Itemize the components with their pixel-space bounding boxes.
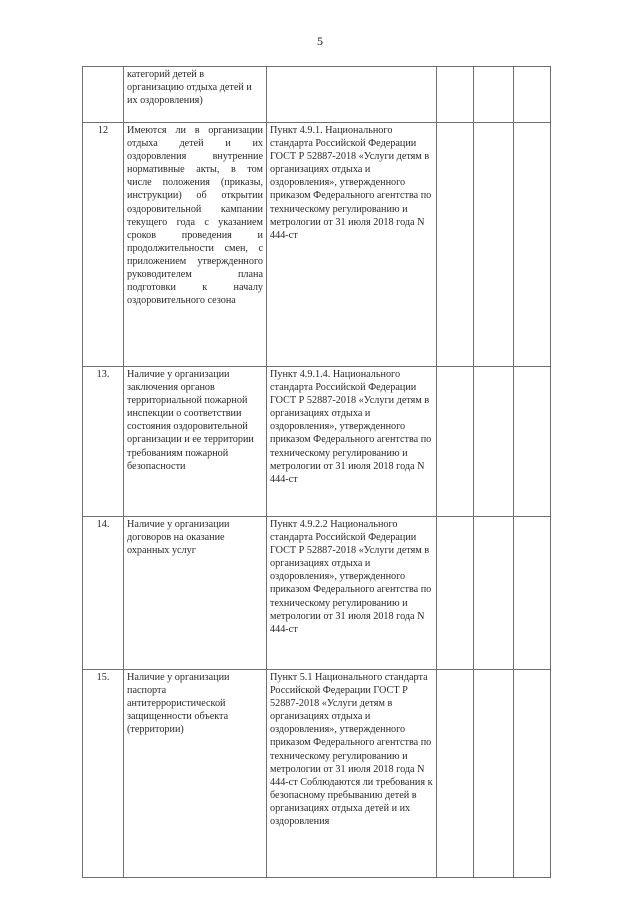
answer-cell-yes (437, 517, 474, 670)
legal-basis-cell: Пункт 4.9.2.2 Национального стандарта Российской Федерации ГОСТ Р 52887-2018 «Услуги детям в организациях отдыха и оздоровления», утвержденного приказом Федерального агентства по техническому регулированию и метрологии от 31 июля 2018 года N 444-ст (267, 517, 437, 670)
legal-basis-cell: Пункт 4.9.1.4. Национального стандарта Российской Федерации ГОСТ Р 52887-2018 «Услуги детям в организациях отдыха и оздоровления», утвержденного приказом Федерального агентства по техническому регулированию и метрологии от 31 июля 2018 года N 444-ст (267, 367, 437, 517)
table-row (83, 367, 551, 517)
row-number: 12 (83, 123, 124, 367)
table-row (83, 517, 551, 670)
row-number: 14. (83, 517, 124, 670)
row-number: 13. (83, 367, 124, 517)
table-row (83, 670, 551, 878)
table-row (83, 67, 551, 123)
legal-basis-cell (267, 67, 437, 123)
row-number: 15. (83, 670, 124, 878)
answer-cell-no (474, 367, 514, 517)
legal-basis-cell: Пункт 5.1 Национального стандарта Российской Федерации ГОСТ Р 52887-2018 «Услуги детям в организациях отдыха и оздоровления», утвержденного приказом Федерального агентства по техническому регулированию и метрологии от 31 июля 2018 года N 444-ст Соблюдаются ли требования к безопасному пребыванию детей в организациях отдыха детей и их оздоровления (267, 670, 437, 878)
answer-cell-note (514, 67, 551, 123)
criterion-cell: Имеются ли в организации отдыха детей и их оздоровления внутренние нормативные акты, в том числе положения (приказы, инструкции) об открытии оздоровительной кампании текущего года с указанием сроков проведения и продолжительности смен, с приложением утвержденного руководителем плана подготовки к началу оздоровительного сезона (124, 123, 267, 367)
answer-cell-yes (437, 367, 474, 517)
criterion-cell: Наличие у организации заключения органов территориальной пожарной инспекции о соответствии состояния оздоровительной организации и ее территории требованиям пожарной безопасности (124, 367, 267, 517)
answer-cell-yes (437, 670, 474, 878)
table-row (83, 123, 551, 367)
page-number: 5 (317, 34, 323, 48)
criterion-cell: Наличие у организации договоров на оказание охранных услуг (124, 517, 267, 670)
answer-cell-yes (437, 67, 474, 123)
row-number (83, 67, 124, 123)
answer-cell-note (514, 123, 551, 367)
answer-cell-note (514, 670, 551, 878)
answer-cell-no (474, 67, 514, 123)
legal-basis-cell: Пункт 4.9.1. Национального стандарта Российской Федерации ГОСТ Р 52887-2018 «Услуги детям в организациях отдыха и оздоровления», утвержденного приказом Федерального агентства по техническому регулированию и метрологии от 31 июля 2018 года N 444-ст (267, 123, 437, 367)
answer-cell-no (474, 123, 514, 367)
criterion-cell: категорий детей в организацию отдыха детей и их оздоровления) (124, 67, 267, 123)
answer-cell-no (474, 670, 514, 878)
answer-cell-no (474, 517, 514, 670)
checklist-table (82, 66, 551, 878)
answer-cell-note (514, 517, 551, 670)
criterion-cell: Наличие у организации паспорта антитеррористической защищенности объекта (территории) (124, 670, 267, 878)
answer-cell-note (514, 367, 551, 517)
answer-cell-yes (437, 123, 474, 367)
